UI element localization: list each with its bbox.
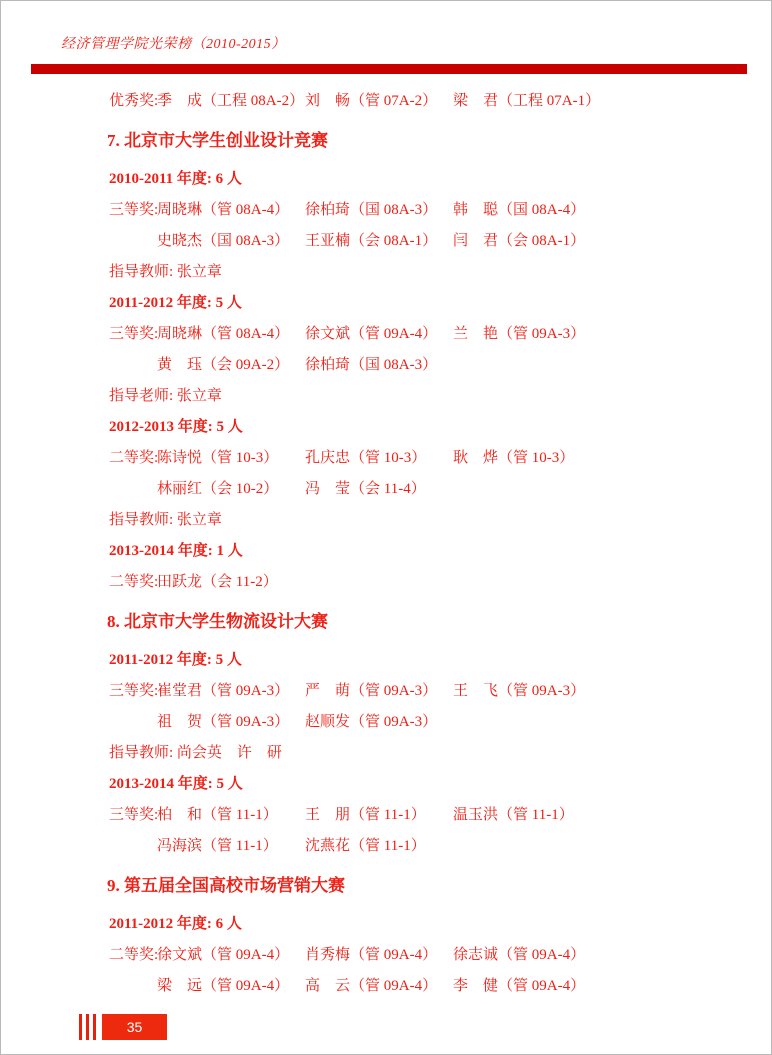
award-label: 二等奖: [109, 574, 159, 590]
awardee: 闫 君（会 08A-1） [453, 233, 586, 249]
awardee: 徐文斌（管 09A-4） [157, 947, 290, 963]
awardee: 史晓杰（国 08A-3） [157, 233, 290, 249]
awardee: 梁 远（管 09A-4） [157, 978, 290, 994]
awardee: 严 萌（管 09A-3） [305, 683, 438, 699]
award-row-continuation [109, 831, 771, 862]
awardee: 祖 贺（管 09A-3） [157, 714, 290, 730]
awardee: 耿 烨（管 10-3） [453, 450, 575, 466]
awardee: 徐柏琦（国 08A-3） [305, 202, 438, 218]
award-row [109, 567, 771, 598]
awardee: 高 云（管 09A-4） [305, 978, 438, 994]
page-header-title: 经济管理学院光荣榜（2010-2015） [61, 37, 286, 52]
year-row: 2012-2013 年度: 5 人 [109, 419, 243, 435]
year-row: 2013-2014 年度: 5 人 [109, 776, 243, 792]
award-row-continuation [109, 971, 771, 1002]
header-rule [31, 64, 747, 74]
award-row-continuation [109, 226, 771, 257]
awardee: 刘 畅（管 07A-2） [305, 93, 438, 109]
awardee: 徐柏琦（国 08A-3） [305, 357, 438, 373]
award-label: 优秀奖: [109, 93, 159, 109]
awardee: 赵顺发（管 09A-3） [305, 714, 438, 730]
footer-stripe-icon [79, 1014, 82, 1040]
award-row [109, 195, 771, 226]
awardee: 孔庆忠（管 10-3） [305, 450, 427, 466]
awardee: 徐文斌（管 09A-4） [305, 326, 438, 342]
teacher-row: 指导教师: 张立章 [109, 512, 222, 528]
awardee: 周晓琳（管 08A-4） [157, 202, 290, 218]
year-row: 2013-2014 年度: 1 人 [109, 543, 243, 559]
awardee: 李 健（管 09A-4） [453, 978, 586, 994]
awardee: 兰 艳（管 09A-3） [453, 326, 586, 342]
awardee: 冯 莹（会 11-4） [305, 481, 426, 497]
awardee: 周晓琳（管 08A-4） [157, 326, 290, 342]
year-row: 2010-2011 年度: 6 人 [109, 171, 242, 187]
awardee: 冯海滨（管 11-1） [157, 838, 278, 854]
awardee: 黄 珏（会 09A-2） [157, 357, 290, 373]
awardee: 梁 君（工程 07A-1） [453, 93, 601, 109]
footer-stripe-icon [93, 1014, 96, 1040]
section-heading: 8. 北京市大学生物流设计大赛 [107, 612, 328, 631]
award-label: 三等奖: [109, 807, 159, 823]
awardee: 温玉洪（管 11-1） [453, 807, 574, 823]
page-footer [79, 1014, 167, 1040]
year-row: 2011-2012 年度: 5 人 [109, 295, 242, 311]
teacher-row: 指导老师: 张立章 [109, 388, 222, 404]
awardee: 徐志诚（管 09A-4） [453, 947, 586, 963]
document-body [1, 86, 771, 1002]
award-row-continuation [109, 350, 771, 381]
award-label: 三等奖: [109, 326, 159, 342]
section-heading: 9. 第五届全国高校市场营销大赛 [107, 876, 345, 895]
awardee: 陈诗悦（管 10-3） [157, 450, 279, 466]
footer-stripe-icon [86, 1014, 89, 1040]
page-number-badge [102, 1014, 167, 1040]
awardee: 季 成（工程 08A-2） [157, 93, 305, 109]
awardee: 崔堂君（管 09A-3） [157, 683, 290, 699]
page-number: 35 [126, 1019, 143, 1035]
award-label: 三等奖: [109, 202, 159, 218]
year-row: 2011-2012 年度: 6 人 [109, 916, 242, 932]
awardee: 林丽红（会 10-2） [157, 481, 279, 497]
teacher-row: 指导教师: 张立章 [109, 264, 222, 280]
awardee: 沈燕花（管 11-1） [305, 838, 426, 854]
awardee: 王亚楠（会 08A-1） [305, 233, 438, 249]
award-label: 三等奖: [109, 683, 159, 699]
awardee: 韩 聪（国 08A-4） [453, 202, 586, 218]
section-heading: 7. 北京市大学生创业设计竞赛 [107, 131, 328, 150]
award-row [109, 800, 771, 831]
teacher-row: 指导教师: 尚会英 许 研 [109, 745, 282, 761]
awardee: 王 朋（管 11-1） [305, 807, 426, 823]
award-row [109, 676, 771, 707]
year-row: 2011-2012 年度: 5 人 [109, 652, 242, 668]
award-row-continuation [109, 474, 771, 505]
award-label: 二等奖: [109, 450, 159, 466]
award-row [109, 443, 771, 474]
award-label: 二等奖: [109, 947, 159, 963]
awardee: 柏 和（管 11-1） [157, 807, 278, 823]
award-row [109, 86, 771, 117]
award-row [109, 940, 771, 971]
awardee: 田跃龙（会 11-2） [157, 574, 278, 590]
awardee: 王 飞（管 09A-3） [453, 683, 586, 699]
award-row-continuation [109, 707, 771, 738]
award-row [109, 319, 771, 350]
awardee: 肖秀梅（管 09A-4） [305, 947, 438, 963]
